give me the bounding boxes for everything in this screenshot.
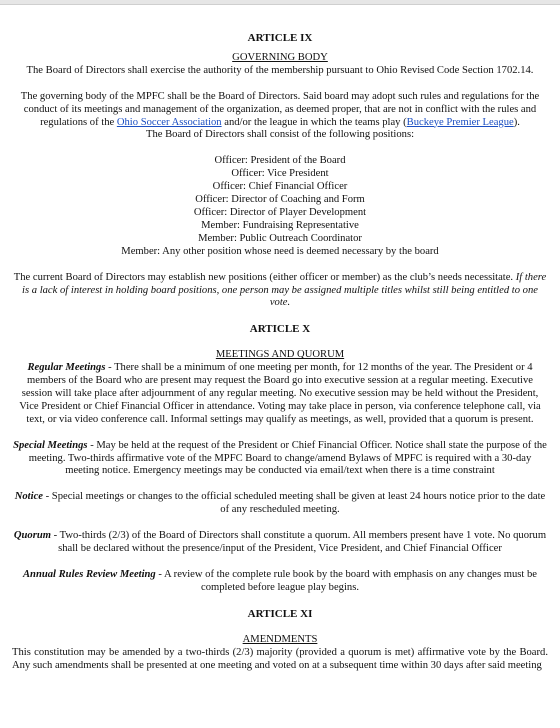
position-item: Officer: Chief Financial Officer <box>212 181 348 193</box>
new-positions-paragraph: The current Board of Directors may establish new positions (either officer or member) as the club’s needs necessitate. If there is a lack of interest in holding board positions, one person may be assigned multiple titles whilst still being entitled to one vote. <box>13 271 547 309</box>
annual-review-paragraph: Annual Rules Review Meeting - A review of the complete rule book by the board with emphasis on any changes must be completed before league play begins. <box>22 569 537 593</box>
governing-body-paragraph: The governing body of the MPFC shall be the Board of Directors. Said board may adopt such rules and regulations for the conduct of its meetings and management of the organization, as deemed proper, that are not in conflict with the rules and regulations of the Ohio Soccer Association and/or the league in which the teams play (Buckeye Premier League). The Board of Directors shall consist of the following positions: <box>20 90 540 141</box>
special-meetings-paragraph: Special Meetings - May be held at the request of the President or Chief Financial Officer. Notice shall state the purpose of the meeting. Two-thirds affirmative vote of the MPFC Board to change/amend Bylaws of MPFC is required with a 30-day meeting notice. Emergency meetings may be conducted via email/text when there is a time constraint <box>13 439 547 477</box>
board-positions-list <box>12 155 548 258</box>
article-ix-heading: ARTICLE IX <box>247 32 313 44</box>
position-item: Member: Public Outreach Coordinator <box>198 232 362 244</box>
position-item: Member: Any other position whose need is deemed necessary by the board <box>121 245 439 257</box>
article-xi-heading: ARTICLE XI <box>247 607 313 620</box>
governing-body-subheading: GOVERNING BODY <box>232 51 328 63</box>
document-top-border <box>0 0 560 5</box>
article-x-heading: ARTICLE X <box>249 323 311 336</box>
regular-meetings-paragraph: Regular Meetings - There shall be a minimum of one meeting per month, for 12 months of the year. The President or 4 members of the Board who are present may request the Board go into executive session at a regular meeting. Executive session will take place after adjournment of any regular meeting. No executive session may be held without the President, Vice President or Chief Financial Officer in attendance. Voting may take place in person, via conference telephone call, via text, or via video conference call. Informal settings may qualify as meetings, as well, provided that a quorum is present. <box>19 362 541 425</box>
ohio-soccer-association-link[interactable]: Ohio Soccer Association <box>116 116 222 128</box>
position-item: Officer: Vice President <box>231 168 329 180</box>
amendments-paragraph: This constitution may be amended by a two-thirds (2/3) majority (provided a quorum is met) affirmative vote by the Board. Any such amendments shall be presented at one meeting and voted on at a subsequent time within 30 days after said meeting <box>12 646 548 671</box>
quorum-paragraph: Quorum - Two-thirds (2/3) of the Board of Directors shall constitute a quorum. All members present have 1 vote. No quorum shall be declared without the presence/input of the President, Vice President, and Chief Financial Officer <box>13 530 547 555</box>
notice-paragraph: Notice - Special meetings or changes to the official scheduled meeting shall be given at least 24 hours notice prior to the date of any rescheduled meeting. <box>14 491 546 516</box>
position-item: Member: Fundraising Representative <box>201 219 359 231</box>
document-page <box>0 32 560 672</box>
position-item: Officer: Director of Player Development <box>193 206 367 218</box>
meetings-quorum-subheading: MEETINGS AND QUORUM <box>215 349 345 361</box>
amendments-subheading: AMENDMENTS <box>242 633 318 645</box>
buckeye-premier-league-link[interactable]: Buckeye Premier League <box>406 116 514 128</box>
position-item: Officer: Director of Coaching and Form <box>195 194 365 206</box>
governing-body-intro: The Board of Directors shall exercise the authority of the membership pursuant to Ohio Revised Code Section 1702.14. <box>26 64 534 76</box>
position-item: Officer: President of the Board <box>214 155 346 167</box>
